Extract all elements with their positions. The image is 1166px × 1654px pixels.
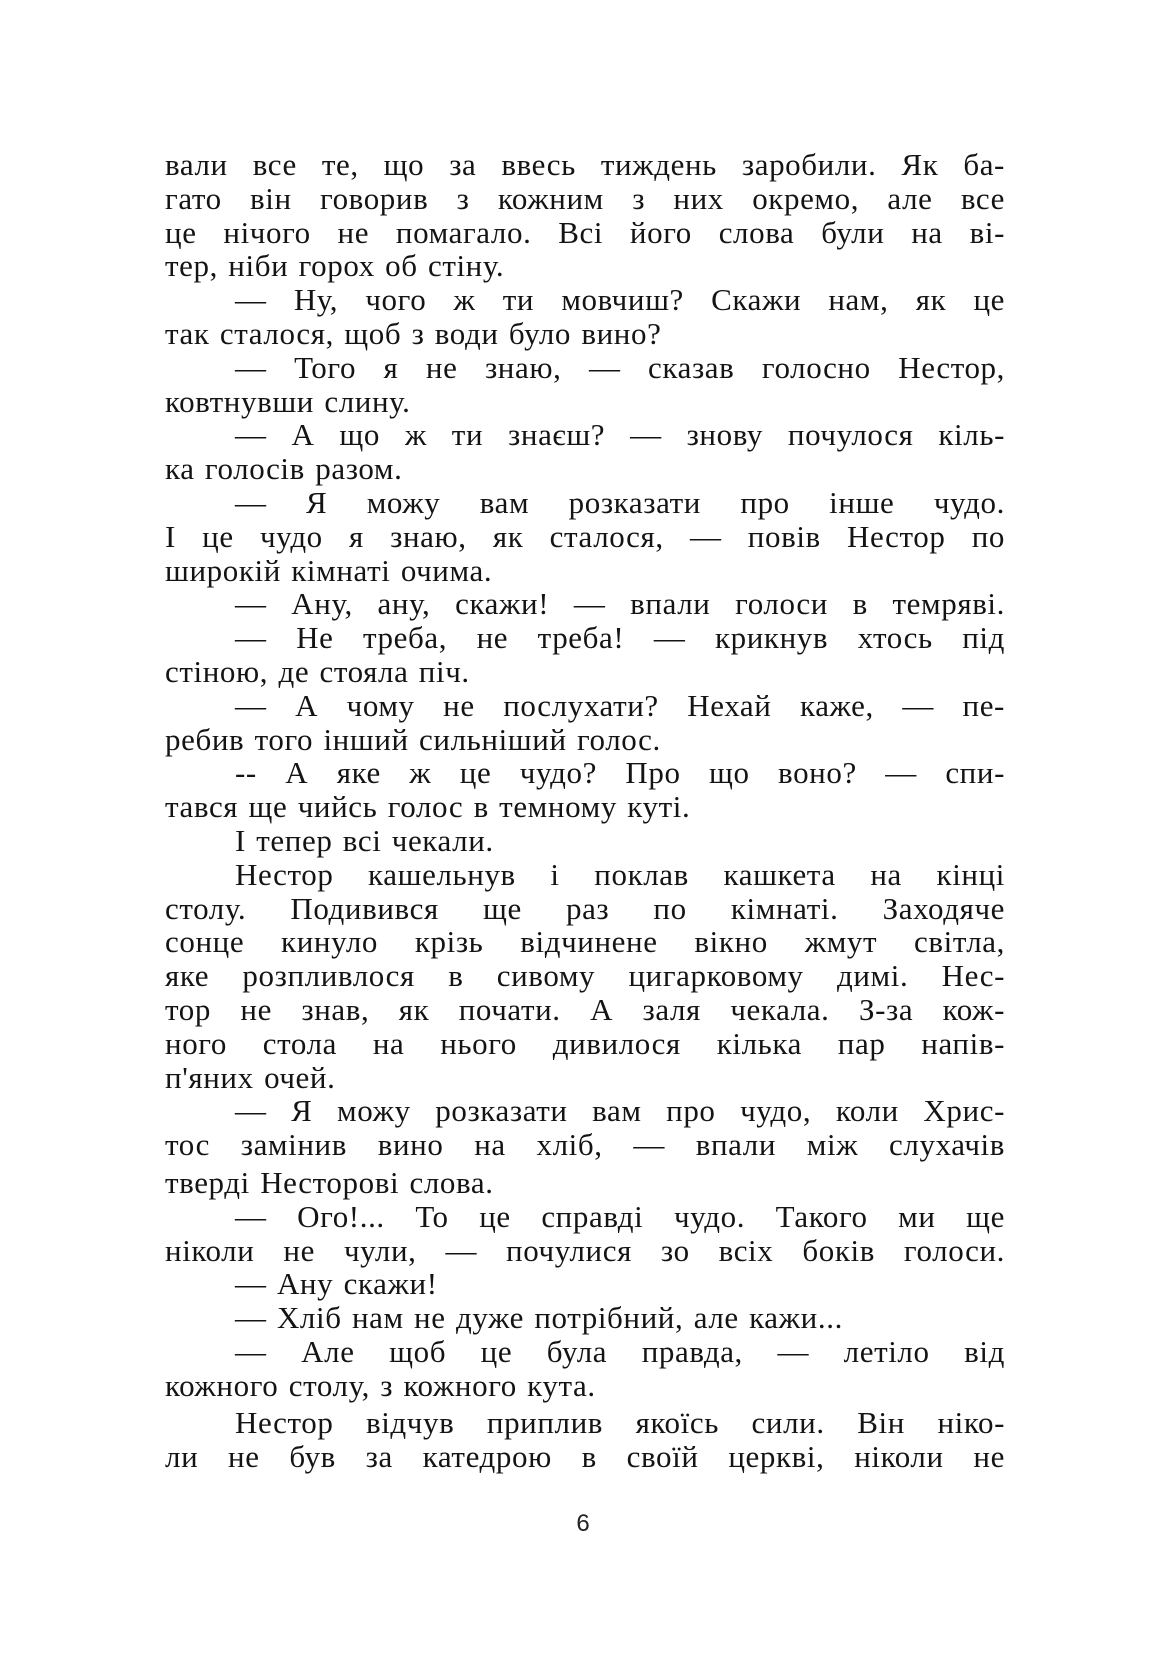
page-body (165, 148, 1005, 1474)
text-line: ніколи не чули, — почулися зо всіх боків голоси. (165, 1232, 1005, 1268)
text-line: — Не треба, не треба! — крикнув хтось під (235, 620, 1005, 656)
text-line: тор не знав, як почати. А заля чекала. З-за кож- (165, 991, 1005, 1027)
text-line: — Хліб нам не дуже потрібний, але кажи... (235, 1300, 843, 1336)
text-line: це нічого не помагало. Всі його слова були на ві- (165, 214, 1005, 250)
text-line: — Того я не знаю, — сказав голосно Нестор, (235, 349, 1005, 385)
text-line: — Я можу розказати вам про чудо, коли Хрис- (235, 1093, 1005, 1129)
text-line: вали все те, що за ввесь тиждень заробили. Як ба- (165, 147, 1005, 182)
text-line: ребив того інший сильніший голос. (165, 721, 661, 757)
text-line: — А що ж ти знаєш? — знову почулося кіль- (235, 417, 1005, 453)
text-line: — А чому не послухати? Нехай каже, — пе- (235, 687, 1005, 723)
text-line: широкій кімнаті очима. (165, 552, 493, 588)
text-line: — Ого!... То це справді чудо. Такого ми ще (235, 1198, 1005, 1234)
text-line: тос замінив вино на хліб, — впали між слухачів (165, 1127, 1005, 1163)
text-line: стіною, де стояла піч. (165, 653, 470, 689)
text-line: п'яних очей. (165, 1059, 336, 1095)
text-line: яке розпливлося в сивому цигарковому димі. Нес- (165, 958, 1005, 994)
text-line: — Ну, чого ж ти мовчиш? Скажи нам, як це (235, 282, 1005, 318)
text-line: тер, ніби горох об стіну. (165, 248, 505, 284)
text-line: ковтнувши слину. (165, 383, 411, 419)
text-line: тверді Несторові слова. (165, 1164, 494, 1200)
text-line: сонце кинуло крізь відчинене вікно жмут світла, (165, 924, 1005, 960)
text-line: ли не був за катедрою в своїй церкві, ніколи не (165, 1439, 1005, 1475)
text-line: ка голосів разом. (165, 451, 403, 487)
text-line: І тепер всі чекали. (235, 822, 494, 858)
page-number: 6 (576, 1510, 590, 1537)
text-line: Нестор кашельнув і поклав кашкета на кінці (235, 856, 1005, 892)
text-line: кожного столу, з кожного кута. (165, 1367, 596, 1403)
text-line: так сталося, щоб з води було вино? (165, 315, 662, 351)
text-line: — Але щоб це була правда, — летіло від (235, 1333, 1005, 1369)
text-line: гато він говорив з кожним з них окремо, але все (165, 180, 1005, 216)
text-line: — Ану скажи! (235, 1266, 438, 1302)
text-line: — Ану, ану, скажи! — впали голоси в темряві. (235, 586, 1005, 622)
text-line: столу. Подивився ще раз по кімнаті. Заходяче (165, 890, 1005, 926)
text-line: Нестор відчув приплив якоїсь сили. Він ніко- (235, 1405, 1005, 1441)
text-line: — Я можу вам розказати про інше чудо. (235, 484, 1005, 520)
text-line: -- А яке ж це чудо? Про що воно? — спи- (235, 755, 1005, 791)
text-line: тався ще чийсь голос в темному куті. (165, 789, 691, 825)
text-line: ного стола на нього дивилося кілька пар напів- (165, 1025, 1005, 1061)
text-line: І це чудо я знаю, як сталося, — повів Нестор по (165, 518, 1005, 554)
